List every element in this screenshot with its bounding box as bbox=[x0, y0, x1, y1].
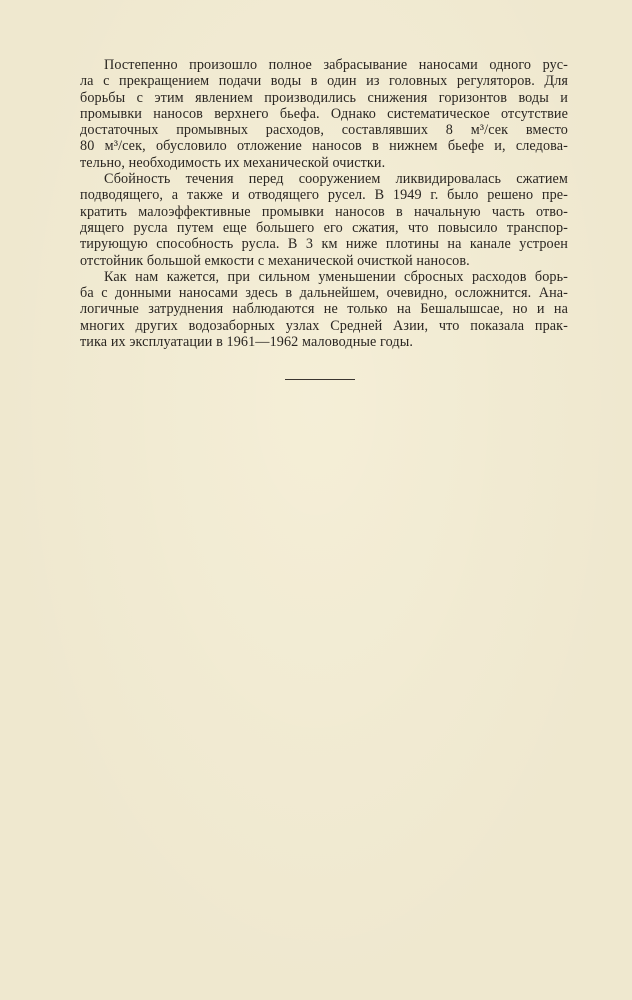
text-line: тирующую способность русла. В 3 км ниже плотины на канале устроен bbox=[80, 236, 568, 253]
text-line: тельно, необходимость их механической очистки. bbox=[80, 154, 386, 171]
body-text bbox=[80, 57, 568, 350]
text-line: Как нам кажется, при сильном уменьшении сбросных расходов борь- bbox=[104, 268, 568, 285]
text-line: логичные затруднения наблюдаются не только на Бешалышсае, но и на bbox=[80, 301, 568, 318]
text-line: ба с донными наносами здесь в дальнейшем, очевидно, осложнится. Ана- bbox=[80, 285, 568, 302]
text-line: промывки наносов верхнего бьефа. Однако систематическое отсутствие bbox=[80, 105, 568, 122]
text-line: отстойник большой емкости с механической очисткой наносов. bbox=[80, 252, 470, 269]
text-line: достаточных промывных расходов, составлявших 8 м³/сек вместо bbox=[80, 122, 568, 139]
text-line: дящего русла путем еще большего его сжатия, что повысило транспор- bbox=[80, 219, 568, 236]
section-end-rule bbox=[285, 379, 355, 380]
text-line: подводящего, а также и отводящего русел. В 1949 г. было решено пре- bbox=[80, 187, 568, 204]
text-line: 80 м³/сек, обусловило отложение наносов в нижнем бьефе и, следова- bbox=[80, 138, 568, 155]
text-line: борьбы с этим явлением производились снижения горизонтов воды и bbox=[80, 89, 568, 106]
text-line: многих других водозаборных узлах Средней Азии, что показала прак- bbox=[80, 317, 568, 334]
text-line: кратить малоэффективные промывки наносов в начальную часть отво- bbox=[80, 203, 568, 220]
text-line: Постепенно произошло полное забрасывание наносами одного рус- bbox=[104, 57, 568, 73]
text-line: тика их эксплуатации в 1961—1962 маловодные годы. bbox=[80, 334, 414, 351]
paragraph-flow-contraction bbox=[80, 171, 568, 269]
paragraph-conclusion bbox=[80, 269, 568, 350]
text-line: ла с прекращением подачи воды в один из головных регуляторов. Для bbox=[80, 73, 568, 90]
paragraph-sediment-buildup bbox=[80, 57, 568, 171]
text-line: Сбойность течения перед сооружением ликвидировалась сжатием bbox=[104, 171, 568, 188]
